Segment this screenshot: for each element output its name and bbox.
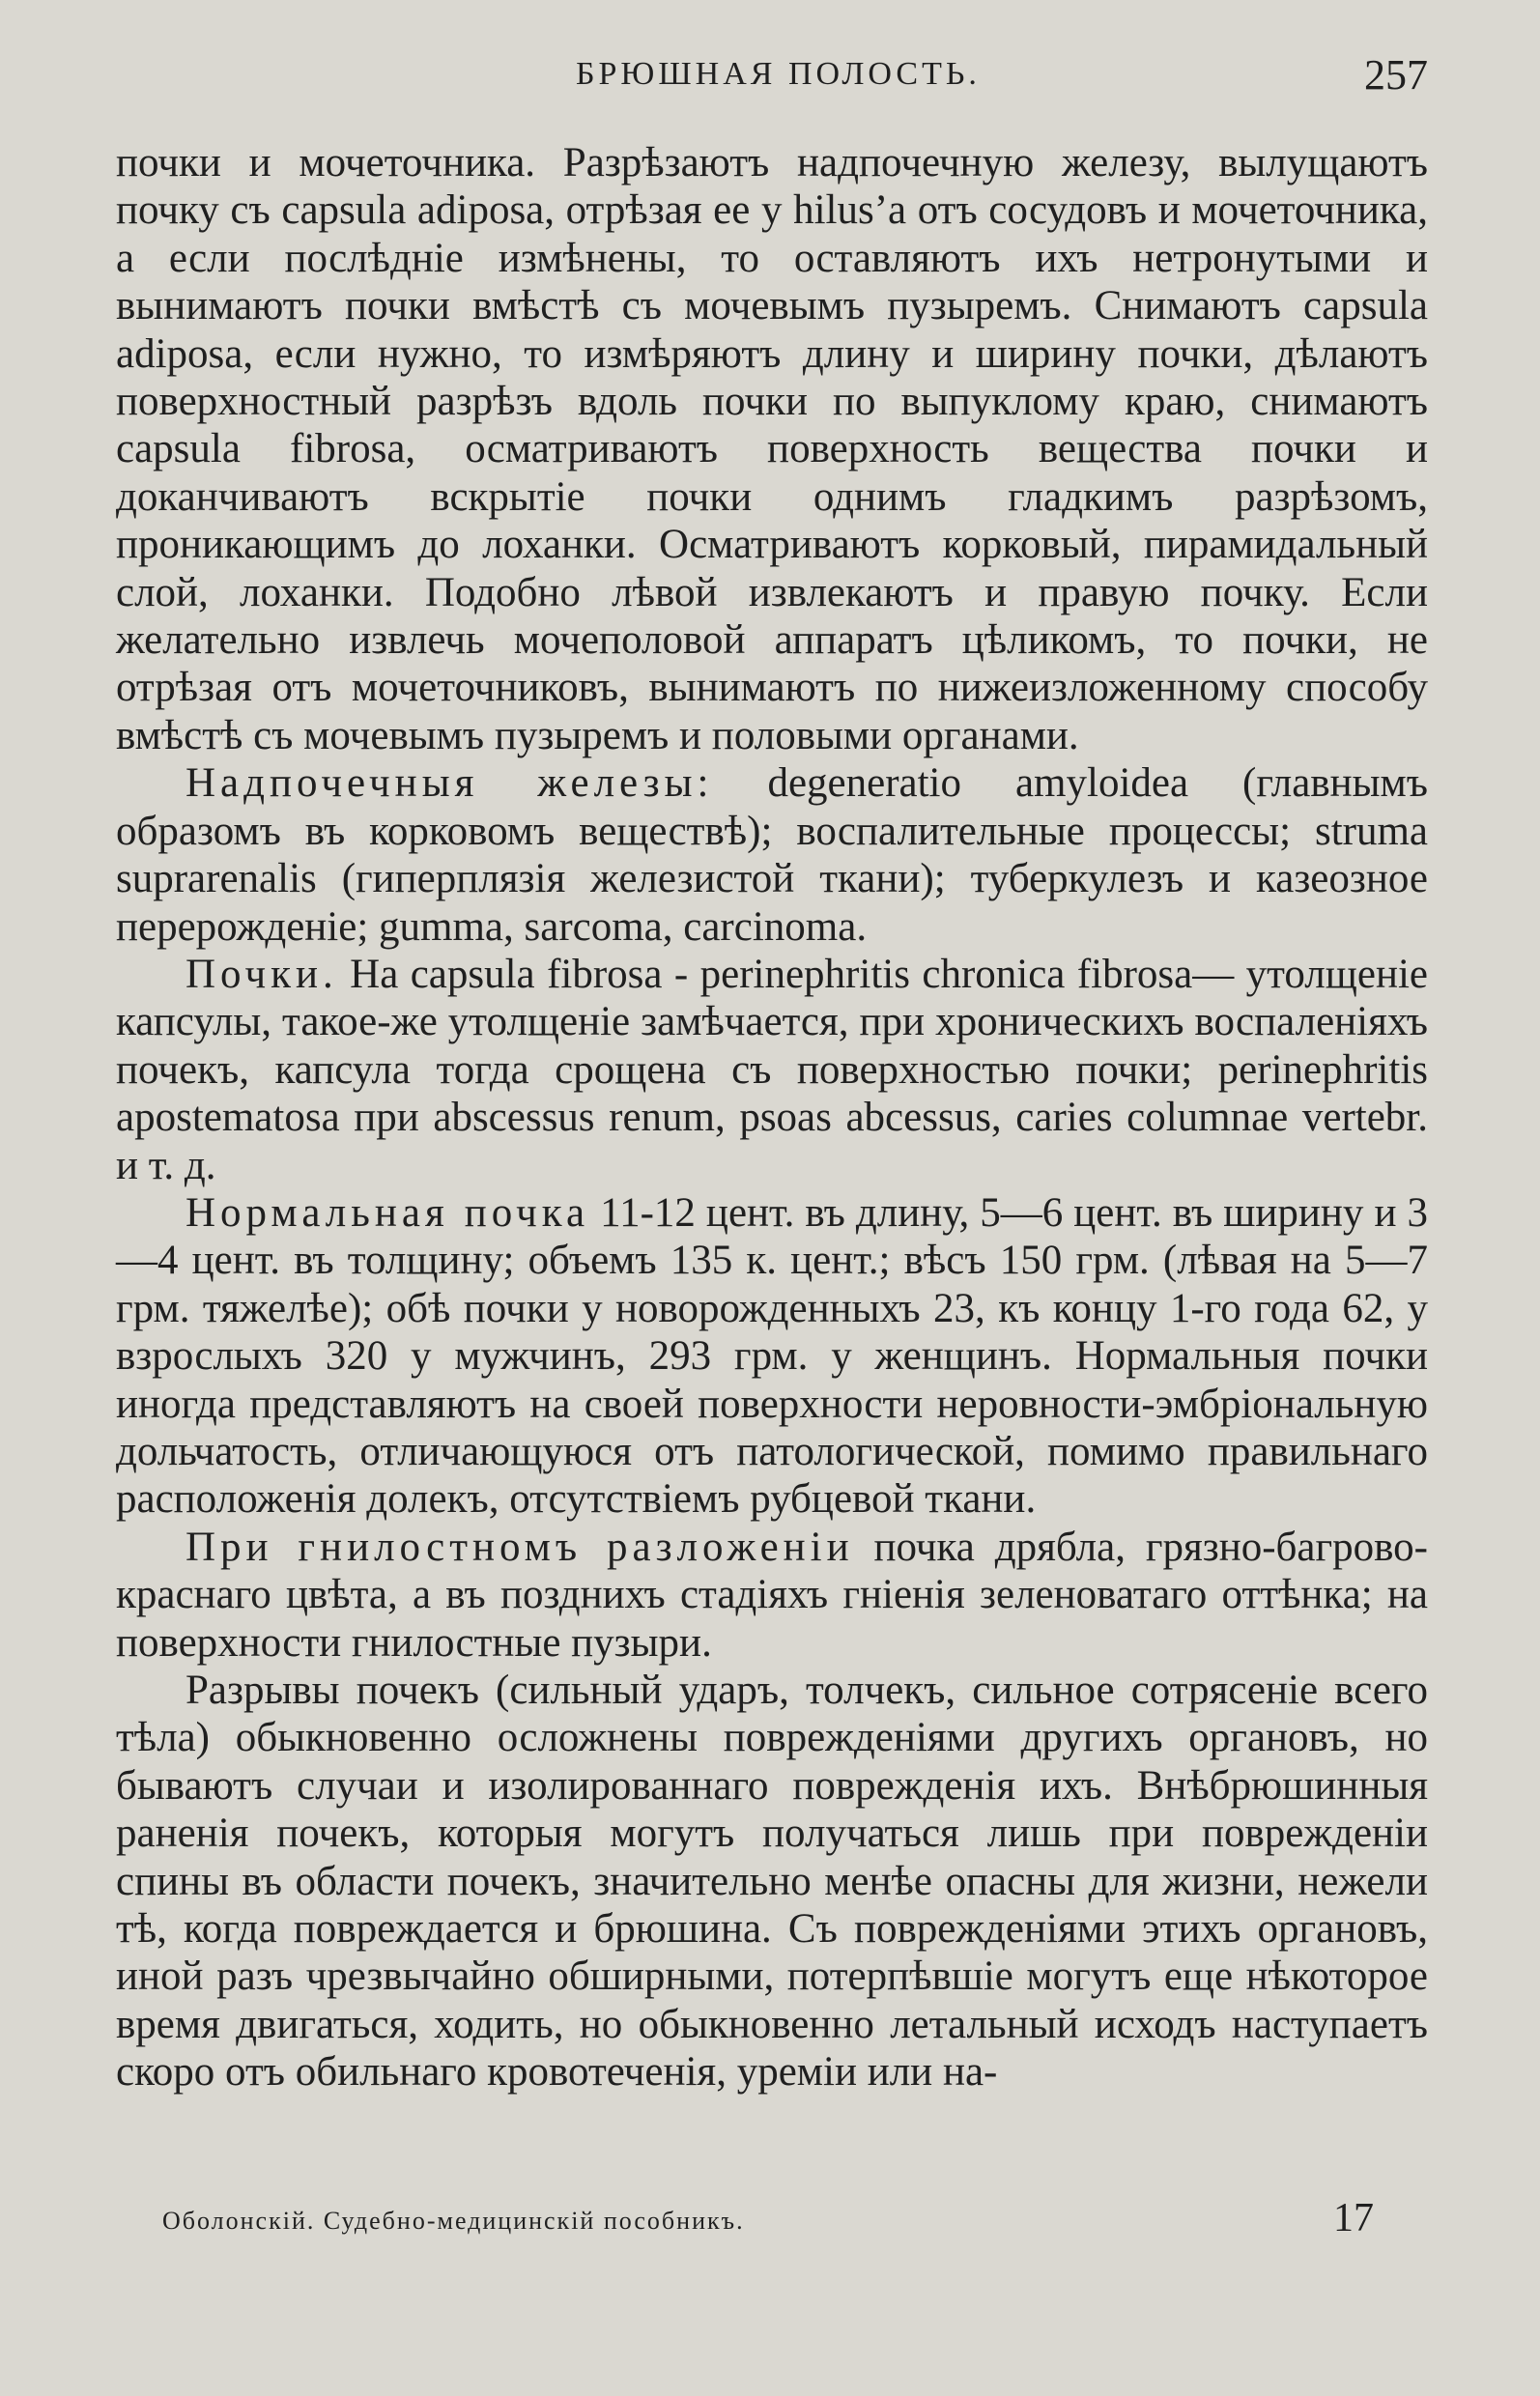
running-title: БРЮШНАЯ ПОЛОСТЬ. [576, 56, 981, 92]
printer-signature: Оболонскій. Судебно-медицинскій пособникъ. [162, 2207, 745, 2235]
page-footer [116, 2195, 1428, 2243]
paragraph-kidney-ruptures [116, 1667, 1428, 2096]
paragraph-lead: Почки. [185, 951, 338, 997]
paragraph-text: Разрывы почекъ (сильный ударъ, толчекъ, сильное сотрясеніе всего тѣла) обыкновенно осложнены поврежденіями другихъ органовъ, но бываютъ случаи и изолированнаго поврежденія ихъ. Внѣбрюшинныя раненія почекъ, которыя могутъ получаться лишь при поврежденіи спины въ области почекъ, значительно менѣе опасны для жизни, нежели тѣ, когда повреждается и брюшина. Съ поврежденіями этихъ органовъ, иной разъ чрезвычайно обширными, потерпѣвшіе могутъ еще нѣкоторое время двигаться, ходить, но обыкновенно летальный исходъ наступаетъ скоро отъ обильнаго кровотеченія, уреміи или на- [116, 1668, 1428, 2096]
page-number: 257 [1364, 51, 1428, 99]
signature-number: 17 [1333, 2196, 1374, 2240]
paragraph-putrefaction [116, 1524, 1428, 1667]
paragraph-text: почка дрябла, грязно-багрово-краснаго цвѣта, а въ позднихъ стадіяхъ гніенія зеленоватаго оттѣнка; на поверхности гнилостные пузыри. [116, 1524, 1428, 1666]
paragraph-text: На capsula fibrosa - perinephritis chronica fibrosa— утолщеніе капсулы, такое-же утолщеніе замѣчается, при хроническихъ воспаленіяхъ почекъ, капсула тогда срощена съ поверхностью почки; perinephritis apostematosa при abscessus renum, psoas abcessus, caries columnae vertebr. и т. д. [116, 951, 1428, 1188]
paragraph-normal-kidney [116, 1189, 1428, 1524]
page-header [116, 50, 1428, 108]
paragraph-lead: Нормальная почка [185, 1189, 590, 1236]
paragraph-kidney-removal [116, 139, 1428, 759]
paragraph-kidneys [116, 951, 1428, 1189]
paragraph-lead: Надпочечныя железы: [185, 760, 714, 807]
paragraph-lead: При гнилостномъ разложеніи [185, 1524, 854, 1570]
paragraph-text: 11-12 цент. въ длину, 5—6 цент. въ ширину и 3—4 цент. въ толщину; объемъ 135 к. цент.; вѣсъ 150 грм. (лѣвая на 5—7 грм. тяжелѣе); обѣ почки у новорожденныхъ 23, къ концу 1-го года 62, у взрослыхъ 320 у мужчинъ, 293 грм. у женщинъ. Нормальныя почки иногда представляютъ на своей поверхности неровности-эмбріональную дольчатость, отличающуюся отъ патологической, помимо правильнаго расположенія долекъ, отсутствіемъ рубцевой ткани. [116, 1189, 1428, 1523]
body-text [116, 139, 1428, 2096]
paragraph-text: почки и мочеточника. Разрѣзаютъ надпочечную железу, вылущаютъ почку съ capsula adiposa, отрѣзая ее у hilus’а отъ сосудовъ и мочеточника, а если послѣдніе измѣнены, то оставляютъ ихъ нетронутыми и вынимаютъ почки вмѣстѣ съ мочевымъ пузыремъ. Снимаютъ capsula adiposa, если нужно, то измѣряютъ длину и ширину почки, дѣлаютъ поверхностный разрѣзъ вдоль почки по выпуклому краю, снимаютъ capsula fibrosa, осматриваютъ поверхность вещества почки и доканчиваютъ вскрытіе почки однимъ гладкимъ разрѣзомъ, проникающимъ до лоханки. Осматриваютъ корковый, пирамидальный слой, лоханки. Подобно лѣвой извлекаютъ и правую почку. Если желательно извлечь мочеполовой аппаратъ цѣликомъ, то почки, не отрѣзая отъ мочеточниковъ, вынимаютъ по нижеизложенному способу вмѣстѣ съ мочевымъ пузыремъ и половыми органами. [116, 140, 1428, 758]
paragraph-adrenal-glands [116, 759, 1428, 951]
paragraph-text: degeneratio amyloidea (главнымъ образомъ въ корковомъ веществѣ); воспалительные процессы; struma suprarenalis (гиперплязія железистой ткани); туберкулезъ и казеозное перерожденіе; gumma, sarcoma, carcinoma. [116, 760, 1429, 950]
